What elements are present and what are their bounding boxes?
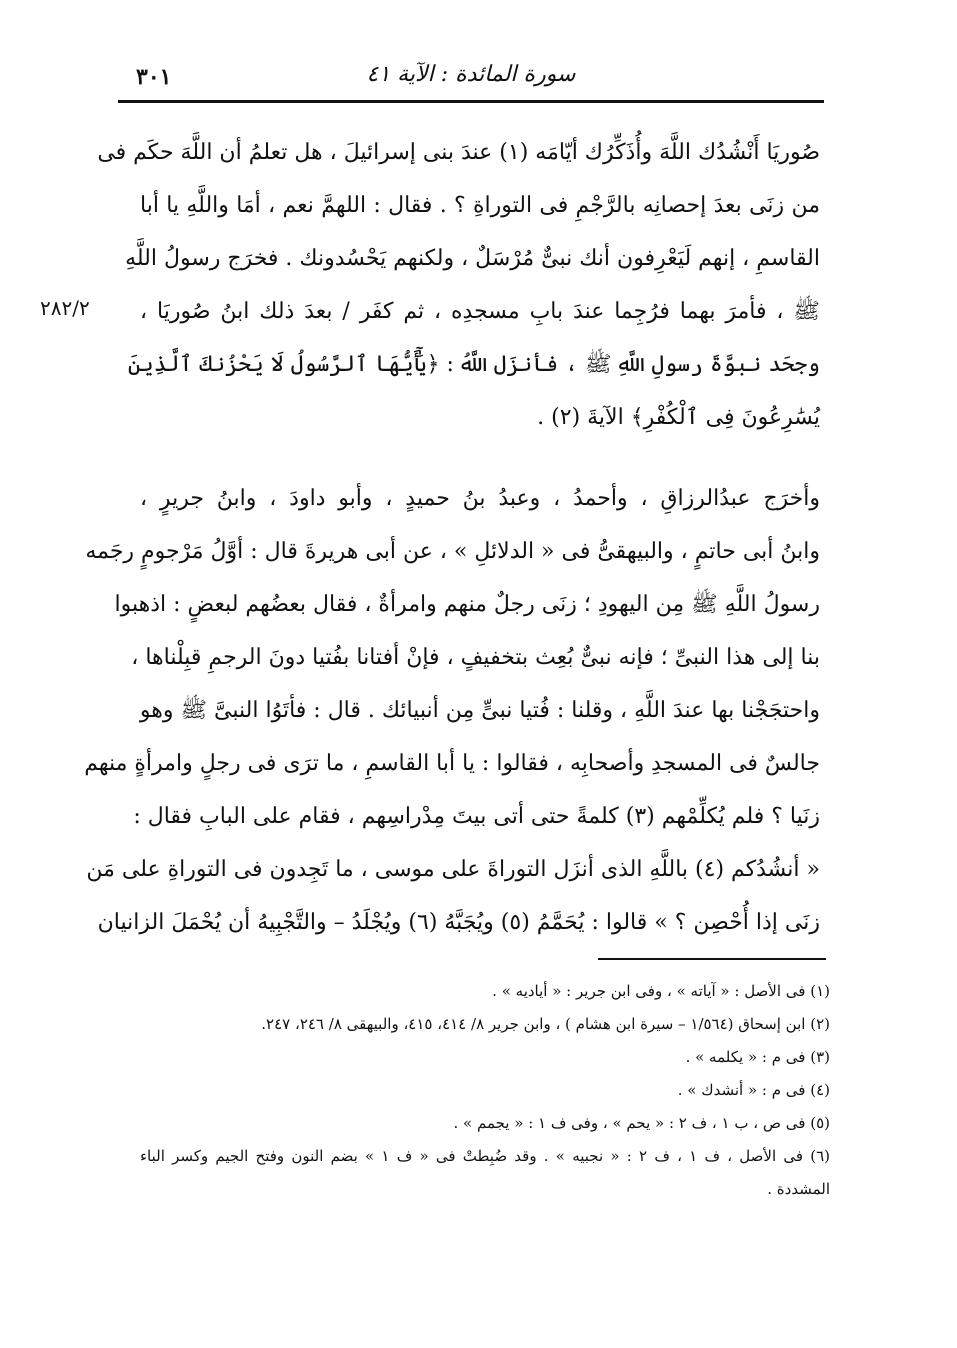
text-line: جالسٌ فى المسجدِ وأصحابِه ، فقالوا : يا أبا القاسمِ ، ما ترَى فى رجلٍ وامرأةٍ منهم [84, 751, 820, 776]
footnote: (٥) فى ص ، ب ١ ، ف ٢ : « يحم » ، وفى ف ١ : « يجمم » . [453, 1114, 830, 1132]
text-line: ﷺ ، فأمرَ بهما فرُجِما عندَ بابِ مسجدِه ، ثم كفَر / بعدَ ذلك ابنُ صُوريَا ، [140, 299, 820, 324]
margin-reference: ٢٨٢/٢ [40, 296, 90, 320]
text-line: زنَى إذا أُحْصِن ؟ » قالوا : يُحَمَّمُ (٥) ويُجَبَّهُ (٦) ويُجْلَدُ – والتَّجْبِيهُ أن يُحْمَلَ الزانيان [97, 910, 820, 935]
text-line: من زنَى بعدَ إحصانِه بالرَّجْمِ فى التوراةِ ؟ . فقال : اللهمَّ نعم ، أمَا واللَّهِ يا أبا [140, 193, 820, 218]
text-line: القاسمِ ، إنهم لَيَعْرِفون أنك نبىٌّ مُرْسَلٌ ، ولكنهم يَحْسُدونك . فخرَج رسولُ اللَّهِ [125, 246, 820, 271]
footnote: (٤) فى م : « أنشدك » . [677, 1081, 830, 1099]
footnote-rule [598, 958, 826, 960]
text-line: بنا إلى هذا النبىِّ ؛ فإنه نبىٌّ بُعِث بتخفيفٍ ، فإنْ أفتانا بفُتيا دونَ الرجمِ قبِلْناها ، [131, 645, 820, 670]
chapter-title: سورة المائدة : الآية ٤١ [366, 62, 576, 87]
running-header [118, 62, 824, 98]
text-line: صُوريَا أَنْشُدُك اللَّهَ وأُذَكِّرُك أيّامَه (١) عندَ بنى إسرائيلَ ، هل تعلمُ أن اللَّهَ حكَم فى [97, 140, 820, 165]
text-line: رسولُ اللَّهِ ﷺ مِن اليهودِ ؛ زنَى رجلٌ منهم وامرأةٌ ، فقال بعضُهم لبعضٍ : اذهبوا [114, 592, 820, 617]
footnote-continuation: المشددة . [767, 1180, 830, 1198]
text-line: « أنشُدُكم (٤) باللَّهِ الذى أنزَل التوراةَ على موسى ، ما تَجِدون فى التوراةِ على مَن [86, 857, 820, 882]
footnote: (٦) فى الأصل ، ف ١ ، ف ٢ : « نجبيه » . وقد ضُبِطتْ فى « ف ١ » بضم النون وفتح الجيم وكسر الباء [140, 1147, 831, 1165]
paragraph-2 [84, 472, 820, 949]
header-rule [118, 100, 824, 103]
text-line: زنَيا ؟ فلم يُكلِّمْهم (٣) كلمةً حتى أتى بيتَ مِدْراسِهم ، فقام على البابِ فقال : [133, 804, 820, 829]
body-text [84, 126, 820, 949]
text-line: يُسَٰرِعُونَ فِى ٱلْكُفْرِ﴾ الآيةَ (٢) . [537, 405, 820, 430]
paragraph-gap [140, 444, 820, 472]
paragraph-1 [97, 126, 820, 444]
footnotes [140, 975, 830, 1206]
text-line: وابنُ أبى حاتمٍ ، والبيهقىُّ فى « الدلائلِ » ، عن أبى هريرةَ قال : أوَّلُ مَرْجومٍ رجَمه [85, 539, 820, 564]
footnote: (١) فى الأصل : « آياته » ، وفى ابن جرير : « أياديه » . [492, 982, 830, 1000]
page-number: ٣٠١ [136, 64, 172, 90]
footnote: (٣) فى م : « يكلمه » . [685, 1048, 830, 1066]
footnote: (٢) ابن إسحاق (١/٥٦٤ – سيرة ابن هشام ) ، وابن جرير ٨/ ٤١٤، ٤١٥، والبيهقى ٨/ ٢٤٦، ٢٤٧. [261, 1015, 830, 1033]
text-line: وأخرَج عبدُالرزاقِ ، وأحمدُ ، وعبدُ بنُ حميدٍ ، وأبو داودَ ، وابنُ جريرٍ ، [140, 486, 820, 511]
text-line: واحتجَجْنا بها عندَ اللَّهِ ، وقلنا : فُتيا نبىٍّ مِن أنبيائك . قال : فأتَوُا النبىَّ ﷺ وهو [139, 698, 820, 723]
text-line: وجحَد نبوَّةَ رسولِ اللَّهِ ﷺ ، فأنزَل اللَّهُ : ﴿يَٰٓأَيُّهَا ٱلرَّسُولُ لَا يَحْزُنكَ ٱلَّذِينَ [127, 352, 820, 377]
